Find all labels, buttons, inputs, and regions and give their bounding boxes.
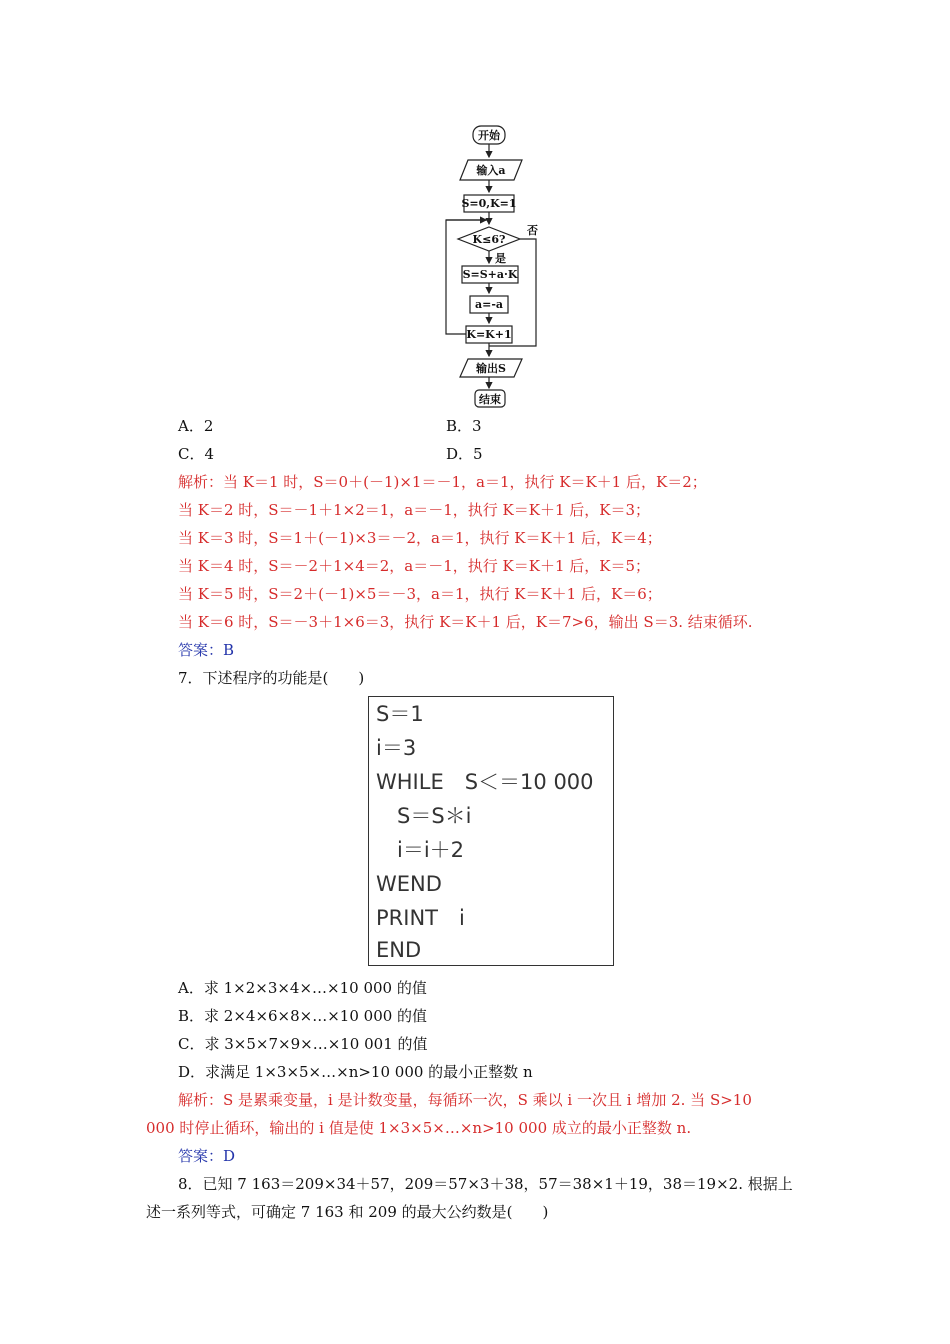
q7-option-d: D．求满足 1×3×5×…×n>10 000 的最小正整数 n [178, 1063, 533, 1081]
flow-step2-text: a=-a [474, 298, 504, 311]
code-line: WEND [376, 872, 442, 896]
program-code-box [368, 696, 614, 966]
q7-option-b: B．求 2×4×6×8×…×10 000 的值 [178, 1007, 428, 1025]
flow-step3-text: K=K+1 [466, 328, 512, 341]
flow-step1-text: S=S+a·K [462, 268, 518, 281]
q7-analysis-line: 解析：S 是累乘变量，i 是计数变量，每循环一次，S 乘以 i 一次且 i 增加 2. 当 S>10 [178, 1091, 752, 1109]
q6-analysis-line: 当 K＝6 时，S＝－3＋1×6＝3，执行 K＝K＋1 后，K＝7>6，输出 S＝3. 结束循环. [178, 613, 753, 631]
flow-yes-text: 是 [495, 252, 506, 265]
code-line: PRINT i [376, 906, 465, 930]
q7-option-a: A．求 1×2×3×4×…×10 000 的值 [178, 979, 427, 997]
flow-init-text: S=0,K=1 [461, 197, 517, 210]
q8-stem-line: 8．已知 7 163＝209×34＋57，209＝57×3＋38，57＝38×1＋19，38＝19×2. 根据上 [178, 1175, 793, 1193]
q6-option-c: C．4 [178, 445, 215, 463]
q6-analysis-line: 当 K＝2 时，S＝－1＋1×2＝1，a＝－1，执行 K＝K＋1 后，K＝3； [178, 501, 651, 519]
code-line: i＝3 [376, 736, 417, 760]
q6-option-b: B．3 [446, 417, 482, 435]
code-line: S＝S＊i [376, 804, 472, 828]
flow-output-text: 输出S [476, 362, 506, 375]
flow-input-text: 输入a [476, 164, 506, 177]
flow-end-text: 结束 [479, 393, 501, 406]
flowchart [440, 120, 560, 410]
q6-analysis-line: 当 K＝5 时，S＝2＋(－1)×5＝－3，a＝1，执行 K＝K＋1 后，K＝6； [178, 585, 662, 603]
q7-answer: 答案：D [178, 1147, 236, 1165]
code-line: END [376, 938, 422, 962]
q6-analysis-line: 当 K＝4 时，S＝－2＋1×4＝2，a＝－1，执行 K＝K＋1 后，K＝5； [178, 557, 651, 575]
code-line: WHILE S＜＝10 000 [376, 770, 594, 794]
q7-stem: 7．下述程序的功能是( ) [178, 669, 365, 687]
q6-analysis-line: 当 K＝3 时，S＝1＋(－1)×3＝－2，a＝1，执行 K＝K＋1 后，K＝4； [178, 529, 662, 547]
flow-start-text: 开始 [478, 129, 500, 142]
flow-no-text: 否 [527, 224, 538, 237]
code-line: S＝1 [376, 702, 424, 726]
q7-analysis-line: 000 时停止循环，输出的 i 值是使 1×3×5×…×n>10 000 成立的最小正整数 n. [146, 1119, 692, 1137]
q8-stem-line: 述一系列等式，可确定 7 163 和 209 的最大公约数是( ) [146, 1203, 549, 1221]
q6-option-d: D．5 [446, 445, 483, 463]
code-line: i＝i＋2 [376, 838, 465, 862]
q6-option-a: A．2 [178, 417, 214, 435]
q6-answer: 答案：B [178, 641, 235, 659]
flow-cond-text: K≤6? [472, 233, 506, 246]
q7-option-c: C．求 3×5×7×9×…×10 001 的值 [178, 1035, 428, 1053]
q6-analysis-line: 解析：当 K＝1 时，S＝0＋(－1)×1＝－1，a＝1，执行 K＝K＋1 后，K＝2； [178, 473, 707, 491]
